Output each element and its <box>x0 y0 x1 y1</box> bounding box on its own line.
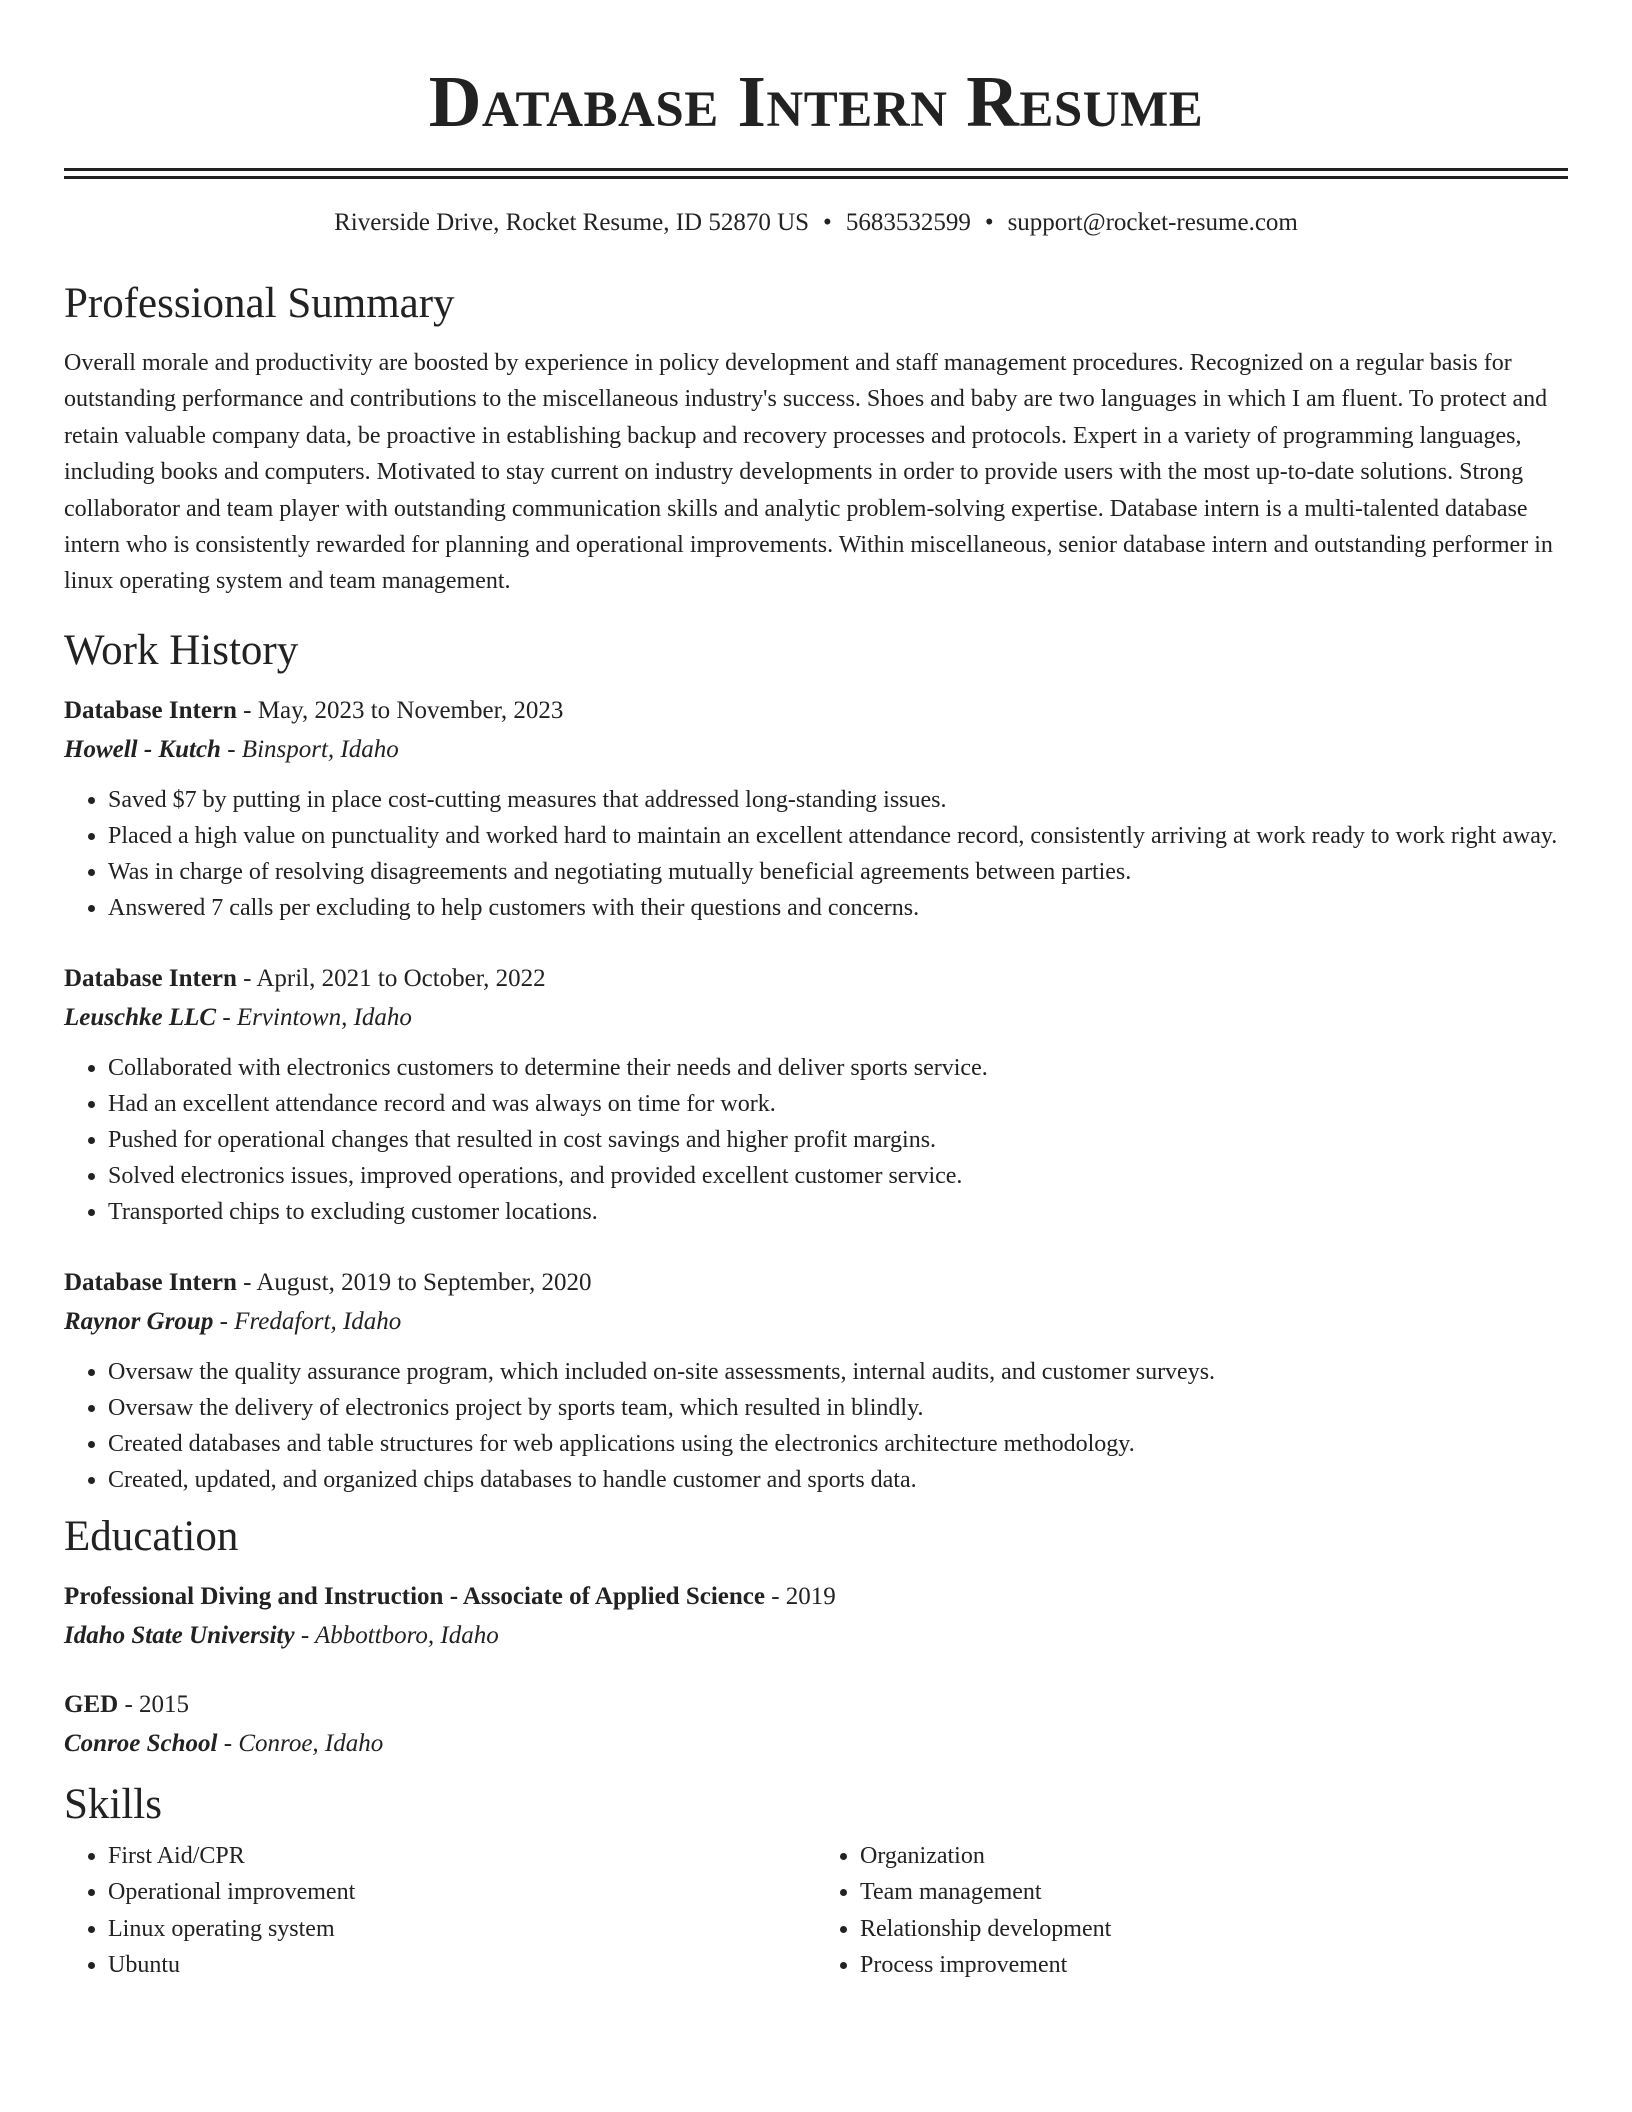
job-company: Howell - Kutch <box>64 735 221 763</box>
list-item: • Was in charge of resolving disagreements and negotiating mutually beneficial agreements between parties. <box>108 854 1568 890</box>
list-item: • Oversaw the delivery of electronics project by sports team, which resulted in blindly. <box>108 1390 1568 1426</box>
job-title: Database Intern <box>64 1268 237 1296</box>
job-dates: - April, 2021 to October, 2022 <box>236 964 546 992</box>
summary-text: Overall morale and productivity are boosted by experience in policy development and staff management procedures. Recognized on a regular basis for outstanding performance and contributions to the miscellaneous industry's success. Shoes and baby are two languages in which I am fluent. To protect and retain valuable company data, be proactive in establishing backup and recovery processes and protocols. Expert in a variety of programming languages, including books and computers. Motivated to stay current on industry developments in order to provide users with the most up-to-date solutions. Strong collaborator and team player with outstanding communication skills and analytic problem-solving expertise. Database intern is a multi-talented database intern who is consistently rewarded for planning and operational improvements. Within miscellaneous, senior database intern and outstanding performer in linux operating system and team management. <box>64 350 1553 595</box>
list-item: • Answered 7 calls per excluding to help customers with their questions and concerns. <box>108 890 1568 926</box>
list-item: • Oversaw the quality assurance program, which included on-site assessments, internal audits, and customer surveys. <box>108 1354 1568 1390</box>
job-company: Leuschke LLC <box>64 1003 217 1031</box>
list-item: • Pushed for operational changes that resulted in cost savings and higher profit margins. <box>108 1122 1568 1158</box>
job-title-line <box>64 1264 1568 1302</box>
job-entry <box>64 692 1568 926</box>
degree-name: GED <box>64 1690 119 1718</box>
job-company-line <box>64 1302 1568 1342</box>
skill-item: • First Aid/CPR <box>108 1838 816 1875</box>
school-line <box>64 1616 1568 1656</box>
skills-heading: Skills <box>64 1780 162 1828</box>
degree-name: Professional Diving and Instruction - Associate of Applied Science <box>64 1582 765 1610</box>
job-location: - Fredafort, Idaho <box>213 1307 402 1335</box>
job-location: - Binsport, Idaho <box>220 735 399 763</box>
job-title-line <box>64 960 1568 998</box>
job-company-line <box>64 730 1568 770</box>
list-item: • Collaborated with electronics customers to determine their needs and deliver sports service. <box>108 1050 1568 1086</box>
school-location: - Conroe, Idaho <box>217 1729 384 1757</box>
job-entry <box>64 960 1568 1230</box>
job-company-line <box>64 998 1568 1038</box>
school-location: - Abbottboro, Idaho <box>294 1621 499 1649</box>
job-entry <box>64 1264 1568 1498</box>
page-title: Database Intern Resume <box>428 61 1204 142</box>
job-title: Database Intern <box>64 964 237 992</box>
education-section <box>64 1512 1568 1764</box>
skill-item: • Operational improvement <box>108 1874 816 1911</box>
skills-column-left <box>64 1838 816 1984</box>
skill-item: • Linux operating system <box>108 1911 816 1948</box>
education-entry <box>64 1686 1568 1764</box>
school-line <box>64 1724 1568 1764</box>
skill-item: • Relationship development <box>860 1911 1568 1948</box>
job-location: - Ervintown, Idaho <box>216 1003 412 1031</box>
title-double-rule <box>64 168 1568 179</box>
job-bullets <box>64 782 1568 926</box>
summary-heading: Professional Summary <box>64 280 455 327</box>
degree-year: - 2015 <box>118 1690 190 1718</box>
list-item: • Created databases and table structures for web applications using the electronics architecture methodology. <box>108 1426 1568 1462</box>
school-name: Conroe School <box>64 1729 218 1757</box>
work-history-heading: Work History <box>64 626 299 674</box>
list-item: • Solved electronics issues, improved operations, and provided excellent customer service. <box>108 1158 1568 1194</box>
job-bullets <box>64 1354 1568 1498</box>
education-entry <box>64 1578 1568 1656</box>
summary-section <box>64 279 1568 600</box>
job-company: Raynor Group <box>64 1307 214 1335</box>
skill-item: • Ubuntu <box>108 1947 816 1984</box>
list-item: • Created, updated, and organized chips databases to handle customer and sports data. <box>108 1462 1568 1498</box>
job-dates: - May, 2023 to November, 2023 <box>236 696 564 724</box>
skills-column-right <box>816 1838 1568 1984</box>
contact-email: support@rocket-resume.com <box>1007 209 1298 236</box>
list-item: • Transported chips to excluding customer locations. <box>108 1194 1568 1230</box>
job-dates: - August, 2019 to September, 2020 <box>236 1268 592 1296</box>
contact-separator: • <box>823 209 832 236</box>
contact-phone: 5683532599 <box>845 209 971 236</box>
list-item: • Saved $7 by putting in place cost-cutting measures that addressed long-standing issues. <box>108 782 1568 818</box>
job-title-line <box>64 692 1568 730</box>
skill-item: • Team management <box>860 1874 1568 1911</box>
school-name: Idaho State University <box>64 1621 295 1649</box>
contact-address: Riverside Drive, Rocket Resume, ID 52870 US <box>334 209 810 236</box>
contact-line <box>64 207 1568 239</box>
degree-line <box>64 1578 1568 1616</box>
degree-year: - 2019 <box>764 1582 836 1610</box>
skill-item: • Organization <box>860 1838 1568 1875</box>
job-bullets <box>64 1050 1568 1230</box>
degree-line <box>64 1686 1568 1724</box>
skill-item: • Process improvement <box>860 1947 1568 1984</box>
list-item: • Had an excellent attendance record and was always on time for work. <box>108 1086 1568 1122</box>
contact-separator: • <box>984 209 994 236</box>
skills-section <box>64 1780 1568 1984</box>
work-history-section <box>64 626 1568 1498</box>
education-heading: Education <box>64 1512 239 1560</box>
job-title: Database Intern <box>64 696 237 724</box>
list-item: • Placed a high value on punctuality and worked hard to maintain an excellent attendance record, consistently arriving at work ready to work right away. <box>108 818 1568 854</box>
skills-grid <box>64 1838 1568 1984</box>
